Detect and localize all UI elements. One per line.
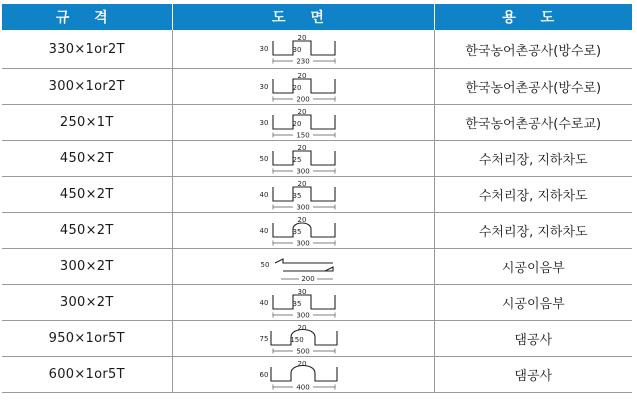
table-row xyxy=(2,30,632,69)
spec-table xyxy=(2,4,632,393)
dim-side: 75 xyxy=(259,334,269,343)
dim-inner: 30 xyxy=(292,46,302,54)
profile-shape xyxy=(273,115,335,129)
profile-shape xyxy=(273,79,335,93)
profile-shape xyxy=(273,223,335,237)
dim-top: 20 xyxy=(297,71,307,80)
spec-cell: 300×1or2T xyxy=(2,69,172,105)
dim-side: 30 xyxy=(259,118,269,127)
table-row xyxy=(2,105,632,141)
dim-top: 20 xyxy=(297,215,307,224)
drawing-cell xyxy=(172,213,434,249)
drawing-cell xyxy=(172,321,434,357)
usage-cell: 댐공사 xyxy=(434,321,632,357)
profile-shape xyxy=(273,295,335,309)
drawing-cell xyxy=(172,285,434,321)
profile-drawing xyxy=(253,359,353,391)
spec-cell: 300×2T xyxy=(2,285,172,321)
table-row xyxy=(2,177,632,213)
table-row xyxy=(2,357,632,393)
header-spec: 규 격 xyxy=(2,4,172,30)
spec-cell: 600×1or5T xyxy=(2,357,172,393)
profile-drawing xyxy=(253,323,353,355)
dim-side: 40 xyxy=(259,298,269,307)
usage-cell: 시공이음부 xyxy=(434,249,632,285)
profile-drawing xyxy=(253,71,353,103)
usage-cell: 한국농어촌공사(방수로) xyxy=(434,69,632,105)
spec-cell: 450×2T xyxy=(2,141,172,177)
drawing-cell xyxy=(172,177,434,213)
dim-top: 30 xyxy=(297,287,307,296)
dim-bottom: 300 xyxy=(296,203,310,211)
dim-side: 50 xyxy=(259,154,269,163)
table-row xyxy=(2,213,632,249)
dim-bottom: 300 xyxy=(296,239,310,247)
spec-cell: 950×1or5T xyxy=(2,321,172,357)
profile-shape xyxy=(275,259,333,271)
dim-side: 40 xyxy=(259,226,269,235)
dim-bottom: 400 xyxy=(296,383,310,391)
table-row xyxy=(2,141,632,177)
dim-inner: 20 xyxy=(292,83,302,92)
usage-cell: 한국농어촌공사(방수로) xyxy=(434,30,632,69)
dim-bottom: 500 xyxy=(296,347,310,355)
spec-cell: 300×2T xyxy=(2,249,172,285)
header-usage: 용 도 xyxy=(434,4,632,30)
profile-drawing xyxy=(253,143,353,175)
profile-drawing xyxy=(253,251,353,283)
table-row xyxy=(2,69,632,105)
dim-top: 20 xyxy=(297,107,307,116)
dim-inner: 35 xyxy=(292,191,302,200)
profile-shape xyxy=(273,151,335,165)
dim-bottom: 150 xyxy=(296,131,310,139)
dim-bottom: 230 xyxy=(296,57,310,65)
drawing-cell xyxy=(172,141,434,177)
spec-cell: 330×1or2T xyxy=(2,30,172,69)
header-drawing: 도 면 xyxy=(172,4,434,30)
dim-bottom: 300 xyxy=(296,311,310,319)
table-row xyxy=(2,321,632,357)
table-header xyxy=(2,4,632,30)
dim-inner: 35 xyxy=(292,227,302,236)
dim-side: 60 xyxy=(259,370,269,379)
profile-drawing xyxy=(253,287,353,319)
dim-inner: 20 xyxy=(292,119,302,128)
profile-shape xyxy=(273,41,335,55)
dim-top: 20 xyxy=(297,359,307,368)
table-body xyxy=(2,30,632,393)
spec-cell: 450×2T xyxy=(2,177,172,213)
table-row xyxy=(2,249,632,285)
profile-drawing xyxy=(253,215,353,247)
dim-inner: 35 xyxy=(292,299,302,308)
dim-side: 30 xyxy=(259,45,269,53)
drawing-cell xyxy=(172,69,434,105)
drawing-cell xyxy=(172,357,434,393)
drawing-cell xyxy=(172,249,434,285)
profile-drawing xyxy=(253,33,353,65)
usage-cell: 수처리장, 지하차도 xyxy=(434,141,632,177)
usage-cell: 수처리장, 지하차도 xyxy=(434,177,632,213)
drawing-cell xyxy=(172,30,434,69)
drawing-cell xyxy=(172,105,434,141)
profile-drawing xyxy=(253,107,353,139)
usage-cell: 수처리장, 지하차도 xyxy=(434,213,632,249)
dim-bottom: 300 xyxy=(296,167,310,175)
profile-drawing xyxy=(253,179,353,211)
dim-top: 20 xyxy=(297,34,307,42)
profile-shape xyxy=(273,187,335,201)
dim-inner: 25 xyxy=(292,155,302,164)
dim-side: 30 xyxy=(259,82,269,91)
spec-cell: 450×2T xyxy=(2,213,172,249)
dim-top: 20 xyxy=(297,179,307,188)
usage-cell: 한국농어촌공사(수로교) xyxy=(434,105,632,141)
dim-side: 50 xyxy=(260,260,270,269)
dim-inner: 150 xyxy=(290,335,304,344)
table-row xyxy=(2,285,632,321)
dim-top: 20 xyxy=(297,323,307,332)
dim-side: 40 xyxy=(259,190,269,199)
usage-cell: 댐공사 xyxy=(434,357,632,393)
spec-cell: 250×1T xyxy=(2,105,172,141)
dim-bottom: 200 xyxy=(301,274,315,283)
dim-bottom: 200 xyxy=(296,95,310,103)
usage-cell: 시공이음부 xyxy=(434,285,632,321)
dim-top: 20 xyxy=(297,143,307,152)
